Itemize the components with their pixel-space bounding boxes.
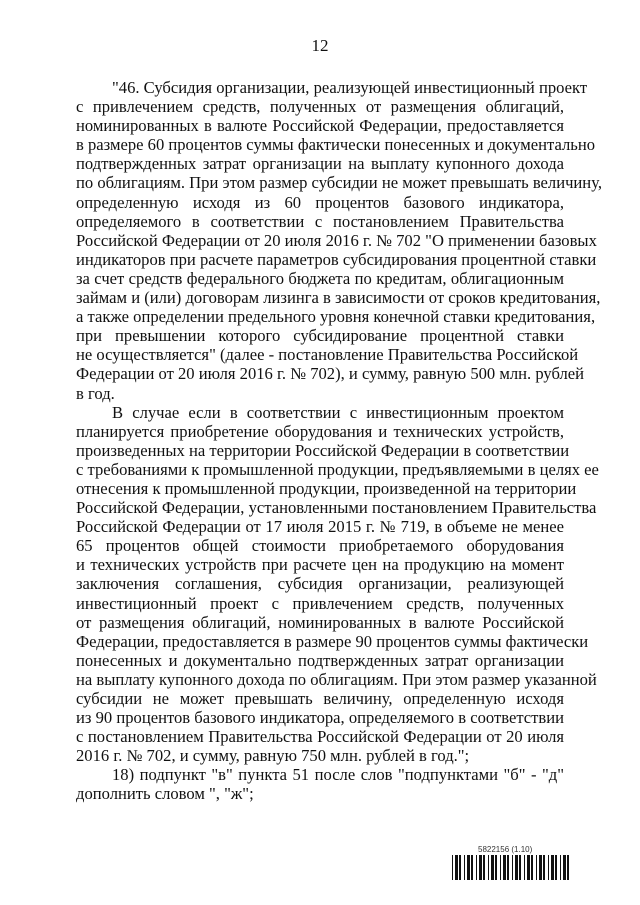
text-line: произведенных на территории Российской Федерации в соответствии: [76, 440, 570, 460]
barcode: [452, 846, 592, 880]
barcode-label: 5822156 (1.10): [478, 845, 533, 854]
text-line: с требованиями к промышленной продукции, предъявляемыми в целях ее: [76, 459, 599, 479]
text-line: планируется приобретение оборудования и технических устройств,: [76, 421, 564, 441]
text-line: "46. Субсидия организации, реализующей инвестиционный проект: [112, 78, 588, 97]
text-line: отнесения к промышленной продукции, произведенной на территории: [76, 478, 577, 498]
text-line: 18) подпункт "в" пункта 51 после слов "подпунктами "б" - "д": [112, 765, 564, 785]
text-line: В случае если в соответствии с инвестиционным проектом: [112, 402, 564, 422]
text-line: инвестиционный проект с привлечением средств, полученных: [76, 593, 564, 613]
text-line: на выплату купонного дохода по облигациям. При этом размер указанной: [76, 669, 597, 689]
text-line: с привлечением средств, полученных от размещения облигаций,: [76, 97, 564, 117]
text-line: Федерации от 20 июля 2016 г. № 702), и сумму, равную 500 млн. рублей: [76, 364, 585, 384]
text-line: номинированных в валюте Российской Федерации, предоставляется: [76, 116, 564, 136]
paragraph: [76, 78, 602, 403]
text-line: по облигациям. При этом размер субсидии не может превышать величину,: [76, 173, 602, 193]
text-line: в год.: [76, 383, 115, 403]
barcode-bar: [569, 855, 572, 880]
text-line: а также определении предельного уровня конечной ставки кредитования,: [76, 307, 596, 327]
text-line: с постановлением Правительства Российской Федерации от 20 июля: [76, 727, 564, 747]
text-line: понесенных и документально подтвержденных затрат организации: [76, 650, 564, 670]
text-line: и технических устройств при расчете цен на продукцию на момент: [76, 555, 564, 575]
barcode-bars: [452, 855, 592, 880]
text-line: определенную исходя из 60 процентов базового индикатора,: [76, 192, 564, 212]
text-line: индикаторов при расчете параметров субсидирования процентной ставки: [76, 249, 597, 269]
text-line: от размещения облигаций, номинированных в валюте Российской: [76, 612, 564, 632]
text-line: дополнить словом ", "ж";: [76, 784, 254, 804]
paragraph: [76, 765, 564, 803]
text-line: субсидии не может превышать величину, определенную исходя: [76, 689, 564, 708]
text-line: 65 процентов общей стоимости приобретаемого оборудования: [76, 536, 564, 556]
text-line: подтвержденных затрат организации на выплату купонного дохода: [76, 154, 564, 174]
text-line: Федерации, предоставляется в размере 90 процентов суммы фактически: [76, 631, 589, 651]
text-line: не осуществляется" (далее - постановление Правительства Российской: [76, 345, 579, 365]
paragraph: [76, 402, 599, 766]
text-line: из 90 процентов базового индикатора, определяемого в соответствии: [76, 708, 564, 728]
text-line: займам и (или) договорам лизинга в зависимости от сроков кредитования,: [76, 288, 601, 308]
text-line: в размере 60 процентов суммы фактически понесенных и документально: [76, 135, 596, 155]
text-line: Российской Федерации от 20 июля 2016 г. № 702 "О применении базовых: [76, 230, 597, 250]
document-body: [76, 78, 602, 804]
page-number: 12: [311, 36, 329, 55]
text-line: определяемого в соответствии с постановлением Правительства: [76, 211, 564, 231]
text-line: при превышении которого субсидирование процентной ставки: [76, 326, 564, 346]
text-line: 2016 г. № 702, и сумму, равную 750 млн. рублей в год.";: [76, 746, 470, 766]
text-line: за счет средств федерального бюджета по кредитам, облигационным: [76, 268, 564, 288]
text-line: Российской Федерации от 17 июля 2015 г. № 719, в объеме не менее: [76, 517, 564, 537]
text-line: Российской Федерации, установленными постановлением Правительства: [76, 498, 597, 518]
text-line: заключения соглашения, субсидия организации, реализующей: [76, 574, 564, 594]
